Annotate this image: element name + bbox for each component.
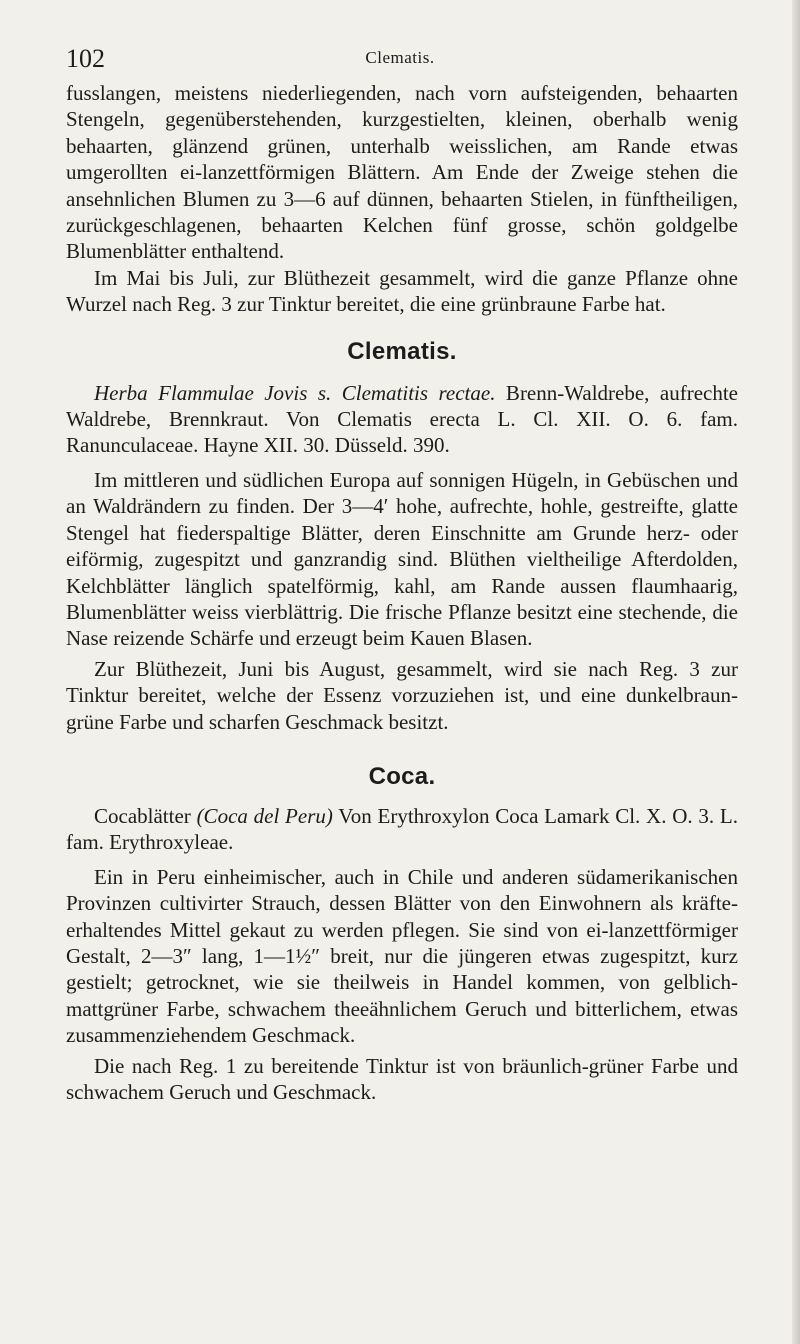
section-heading-clematis: Clematis. — [347, 337, 457, 365]
coca-synonyms-lead: Cocablätter — [94, 803, 197, 828]
coca-synonyms-text: Von Erythroxylon Coca Lamark Cl. X. O. 3. L. fam. Erythroxyleae. — [66, 803, 739, 855]
coca-preparation: Die nach Reg. 1 zu bereitende Tinktur ist von bräunlich-grüner Farbe und schwachem Geruch und Geschmack. — [66, 1053, 738, 1104]
clematis-preparation: Zur Blüthezeit, Juni bis August, gesammelt, wird sie nach Reg. 3 zur Tinktur bereitet, welche der Essenz vorzuziehen ist, und eine dunkelbraun-grüne Farbe und scharfen Geschmack besitzt. — [66, 656, 738, 734]
page-body — [66, 80, 738, 1105]
paragraph-preparation: Im Mai bis Juli, zur Blüthezeit gesammelt, wird die ganze Pflanze ohne Wurzel nach Reg. 3 zur Tinktur bereitet, die eine grünbraune Farbe hat. — [66, 265, 738, 317]
coca-description: Ein in Peru einheimischer, auch in Chile und anderen südamerikanischen Provinzen cultivirter Strauch, dessen Blätter von den Einwohnern als kräfte-erhaltendes Mittel gekaut zu werden pflegen. Sie sind von ei-lanzettförmiger Gestalt, 2—3″ lang, 1—1½″ breit, nur die jüngeren etwas zugespitzt, kurz gestielt; getrocknet, wie sie theilweis in Handel kommen, von gelblich-mattgrüner Farbe, schwachem theeähnlichem Geruch und bitterlichem, etwas zusammenziehendem Geschmack. — [66, 864, 738, 1048]
page-number: 102 — [66, 44, 105, 73]
page-edge-shadow — [792, 0, 800, 1344]
running-title: Clematis. — [365, 48, 435, 67]
page-header — [66, 42, 734, 82]
clematis-synonyms — [66, 380, 738, 459]
coca-synonyms — [66, 803, 738, 856]
clematis-synonyms-text: Brenn-Waldrebe, aufrechte Waldrebe, Brennkraut. Von Clematis erecta L. Cl. XII. O. 6. fam. Ranunculaceae. Hayne XII. 30. Düsseld. 390. — [66, 380, 738, 458]
coca-latin-name: (Coca del Peru) — [196, 803, 333, 828]
paragraph-continued: fusslangen, meistens niederliegenden, nach vorn aufsteigenden, behaarten Stengeln, gegenüberstehenden, kurzgestielten, kleinen, oberhalb wenig behaarten, glänzend grünen, unterhalb weisslichen, am Rande etwas umgerollten ei-lanzettförmigen Blättern. Am Ende der Zweige stehen die ansehnlichen Blumen zu 3—6 auf dünnen, behaarten Stielen, in fünftheiligen, zurückgeschlagenen, behaarten Kelchen fünf grosse, schön goldgelbe Blumenblätter enthaltend. — [66, 81, 738, 264]
clematis-latin-name: Herba Flammulae Jovis s. Clematitis rectae. — [94, 380, 496, 405]
clematis-description: Im mittleren und südlichen Europa auf sonnigen Hügeln, in Gebüschen und an Waldrändern zu finden. Der 3—4′ hohe, aufrechte, hohle, gestreifte, glatte Stengel hat fiederspaltige Blätter, deren Einschnitte am Grunde herz- oder eiförmig, zugespitzt und ganzrandig sind. Blüthen vieltheilige Afterdolden, Kelchblätter länglich spatelförmig, kahl, am Rande aussen flaumhaarig, Blumenblätter weiss vierblättrig. Die frische Pflanze besitzt eine stechende, die Nase reizende Schärfe und erzeugt beim Kauen Blasen. — [66, 467, 738, 651]
section-heading-coca: Coca. — [368, 762, 436, 790]
